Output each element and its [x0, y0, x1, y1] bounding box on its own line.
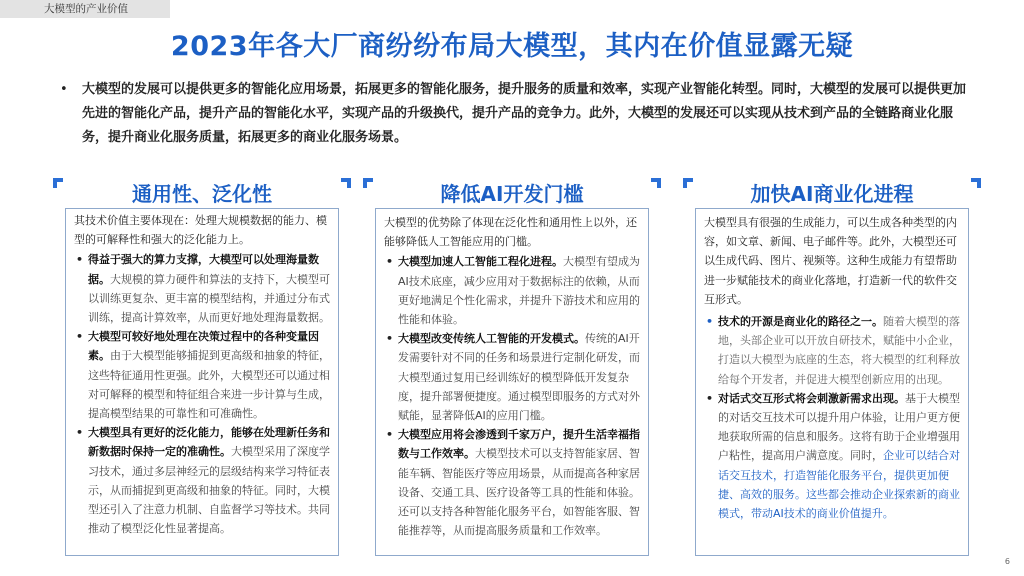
column-intro: 其技术价值主要体现在：处理大规模数据的能力、模型的可解释性和强大的泛化能力上。 — [74, 214, 327, 247]
bullet-text-highlight: 企业可以结合对话交互技术，打造智能化服务平台，提供更加便捷、高效的服务。这些都会推动企业探索新的商业模式，带动AI技术的商业价值提升。 — [718, 449, 960, 521]
column-intro: 大模型的优势除了体现在泛化性和通用性上以外，还能够降低人工智能应用的门槛。 — [384, 216, 637, 249]
bullet-dot: • — [76, 330, 84, 344]
bullet-text: 大模型采用了深度学习技术，通过多层神经元的层级结构来学习特征表示，从而捕捉到更高级和抽象的特征。同时，大模型还引入了注意力机制、自监督学习等技术。共同推动了模型泛化性显著提高。 — [88, 445, 330, 536]
bullet-list — [704, 312, 960, 523]
bullet-lead: 大模型加速人工智能工程化进程。 — [398, 255, 563, 269]
bullet-text: 大规模的算力硬件和算法的支持下，大模型可以训练更复杂、更丰富的模型结构，并通过分布式训练，提高计算效率，从而更好地处理海量数据。 — [88, 272, 330, 325]
header-tag: 大模型的产业价值 — [0, 0, 170, 18]
bullet-lead: 对话式交互形式将会刺激新需求出现。 — [718, 391, 905, 405]
bullet-text: 由于大模型能够捕捉到更高级和抽象的特征，这些特征通用性更强。此外，大模型还可以通过相对可解释的模型和特征组合来进一步计算与生成，提高模型结果的可靠性和可准确性。 — [88, 349, 330, 421]
bullet-text: 大模型有望成为AI技术底座，减少应用对于数据标注的依赖，从而更好地满足个性化需求，并提升下游技术和应用的性能和体验。 — [398, 255, 640, 327]
corner-bracket-left — [683, 178, 693, 188]
column-title: 加快AI商业化进程 — [750, 182, 914, 206]
bullet-dot: • — [386, 428, 394, 442]
corner-bracket-right — [971, 178, 981, 188]
column-intro: 大模型具有很强的生成能力，可以生成各种类型的内容，如文章、新闻、电子邮件等。此外，大模型还可以生成代码、图片、视频等。这种生成能力有望帮助进一步赋能技术的商业化落地，打造新一代的软件交互形式。 — [704, 216, 957, 306]
intro-text: 大模型的发展可以提供更多的智能化应用场景，拓展更多的智能化服务，提升服务的质量和效率，实现产业智能化转型。同时，大模型的发展可以提供更加先进的智能化产品，提升产品的智能化水平，实现产品的升级换代，提升产品的竞争力。此外，大模型的发展还可以实现从技术到产品的全链路商业化服务，提升商业化服务质量，拓展更多的商业化服务场景。 — [82, 82, 967, 145]
bullet-dot: • — [386, 332, 394, 346]
list-item — [704, 389, 960, 523]
corner-bracket-right — [341, 178, 351, 188]
list-item — [74, 423, 330, 538]
column-lower-barrier — [363, 178, 661, 556]
list-item — [384, 252, 640, 329]
bullet-dot: • — [76, 253, 84, 267]
bullet-text: 基于大模型的对话交互技术可以提升用户体验，让用户更方便地获取所需的信息和服务。这将有助于企业增强用户粘性，提高用户满意度。同时， — [718, 391, 960, 463]
list-item — [74, 327, 330, 423]
column-box — [65, 208, 339, 556]
bullet-list — [384, 252, 640, 540]
column-commercialization — [683, 178, 981, 556]
bullet-list — [74, 250, 330, 538]
page-title: 2023年各大厂商纷纷布局大模型，其内在价值显露无疑 — [170, 31, 854, 62]
column-generality — [53, 178, 351, 556]
bullet-text: 随着大模型的落地，头部企业可以开放自研技术，赋能中小企业，打造以大模型为底座的生态，将大模型的红利释放给每个开发者，并促进大模型创新应用的出现。 — [718, 315, 960, 386]
list-item — [384, 329, 640, 425]
bullet-lead: 大模型可较好地处理在决策过程中的各种变量因素。 — [88, 330, 319, 363]
corner-bracket-right — [651, 178, 661, 188]
intro-paragraph — [60, 78, 976, 150]
bullet-text: 传统的AI开发需要针对不同的任务和场景进行定制化研发，而大模型通过复用已经训练好的模型降低开发复杂度，提升部署便捷度。通过模型即服务的方式对外赋能，显著降低AI的应用门槛。 — [398, 332, 640, 423]
bullet-text: 大模型技术可以支持智能家居、智能车辆、智能医疗等应用场景，从而提高各种家居设备、交通工具、医疗设备等工具的性能和体验。还可以支持各种智能化服务平台，如智能客服、智能推荐等，从而提高服务质量和工作效率。 — [398, 447, 640, 538]
bullet-dot: • — [386, 255, 394, 269]
column-title: 降低AI开发门槛 — [440, 182, 584, 206]
bullet-lead: 大模型具有更好的泛化能力，能够在处理新任务和新数据时保持一定的准确性。 — [88, 426, 330, 459]
list-item — [704, 312, 960, 389]
column-box — [375, 208, 649, 556]
corner-bracket-left — [363, 178, 373, 188]
bullet-lead: 大模型应用将会渗透到千家万户，提升生活幸福指数与工作效率。 — [398, 428, 640, 461]
corner-bracket-left — [53, 178, 63, 188]
bullet-dot: • — [76, 426, 84, 440]
intro-bullet: • — [60, 82, 68, 97]
bullet-lead: 大模型改变传统人工智能的开发模式。 — [398, 332, 585, 346]
page-number: 6 — [1004, 557, 1010, 566]
column-title: 通用性、泛化性 — [132, 182, 272, 206]
bullet-lead: 得益于强大的算力支撑，大模型可以处理海量数据。 — [88, 253, 319, 286]
bullet-lead: 技术的开源是商业化的路径之一。 — [718, 315, 883, 329]
list-item — [384, 425, 640, 540]
column-box — [695, 208, 969, 556]
list-item — [74, 250, 330, 327]
bullet-dot: • — [706, 391, 714, 405]
bullet-dot: • — [706, 315, 714, 329]
